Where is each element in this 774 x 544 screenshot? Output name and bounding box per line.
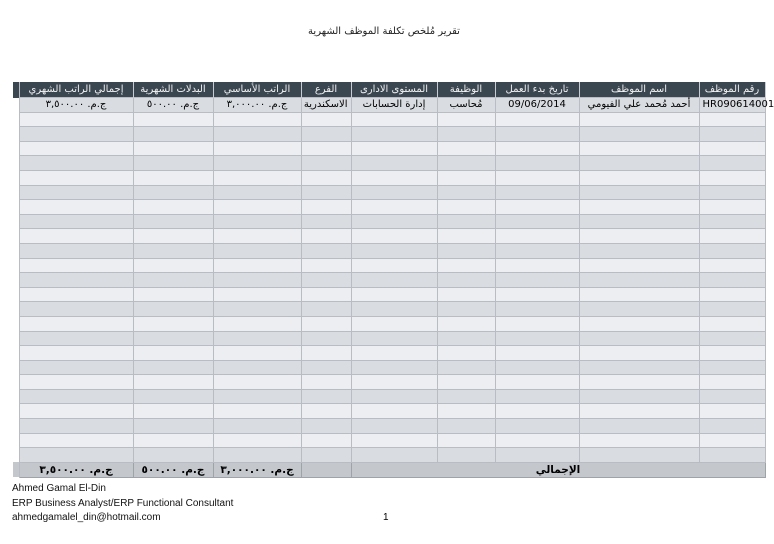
empty-cell (699, 112, 765, 127)
empty-cell (133, 360, 213, 375)
empty-cell (19, 243, 133, 258)
empty-cell (133, 156, 213, 171)
empty-cell (301, 331, 351, 346)
totals-label: الإجمالي (351, 462, 765, 477)
empty-cell (213, 389, 301, 404)
empty-cell (699, 419, 765, 434)
empty-cell (579, 302, 699, 317)
empty-cell (437, 200, 495, 215)
empty-table-row (13, 433, 765, 448)
empty-cell (351, 141, 437, 156)
page-number: 1 (383, 512, 389, 523)
empty-table-row (13, 127, 765, 142)
empty-cell (133, 419, 213, 434)
empty-cell (133, 287, 213, 302)
empty-cell (495, 273, 579, 288)
header-employee-name: اسم الموظف (579, 82, 699, 98)
header-allowances: البدلات الشهرية (133, 82, 213, 98)
header-branch: الفرع (301, 82, 351, 98)
empty-cell (351, 331, 437, 346)
empty-cell (213, 433, 301, 448)
empty-cell (351, 389, 437, 404)
footer-author: Ahmed Gamal El-Din (12, 483, 106, 494)
empty-cell (301, 214, 351, 229)
empty-cell (351, 112, 437, 127)
empty-cell (579, 200, 699, 215)
empty-cell (301, 258, 351, 273)
empty-cell (437, 127, 495, 142)
empty-cell (437, 433, 495, 448)
empty-cell (301, 185, 351, 200)
empty-cell (579, 389, 699, 404)
empty-cell (19, 419, 133, 434)
empty-cell (495, 433, 579, 448)
empty-cell (301, 419, 351, 434)
empty-table-row (13, 258, 765, 273)
empty-cell (301, 229, 351, 244)
empty-cell (19, 302, 133, 317)
empty-cell (579, 214, 699, 229)
empty-cell (579, 360, 699, 375)
empty-cell (133, 346, 213, 361)
empty-cell (351, 156, 437, 171)
empty-cell (351, 360, 437, 375)
empty-cell (19, 375, 133, 390)
empty-cell (19, 170, 133, 185)
empty-cell (19, 156, 133, 171)
empty-cell (579, 185, 699, 200)
cost-summary-table-container (13, 82, 774, 478)
empty-cell (437, 214, 495, 229)
empty-cell (213, 287, 301, 302)
empty-cell (579, 433, 699, 448)
empty-cell (495, 375, 579, 390)
empty-cell (579, 419, 699, 434)
empty-table-row (13, 200, 765, 215)
empty-cell (19, 127, 133, 142)
empty-cell (213, 141, 301, 156)
empty-cell (301, 346, 351, 361)
empty-cell (301, 433, 351, 448)
cell-job: مُحاسب (437, 98, 495, 113)
empty-cell (495, 302, 579, 317)
empty-cell (495, 448, 579, 463)
header-level: المستوى الادارى (351, 82, 437, 98)
empty-cell (495, 389, 579, 404)
empty-cell (301, 243, 351, 258)
empty-cell (213, 273, 301, 288)
empty-cell (213, 331, 301, 346)
total-salary-sum: ج.م. ٣,٥٠٠.٠٠ (19, 462, 133, 477)
empty-cell (133, 185, 213, 200)
empty-cell (19, 287, 133, 302)
empty-cell (437, 156, 495, 171)
empty-cell (437, 273, 495, 288)
empty-cell (579, 331, 699, 346)
empty-cell (579, 243, 699, 258)
empty-table-row (13, 156, 765, 171)
empty-cell (133, 112, 213, 127)
empty-cell (579, 316, 699, 331)
empty-cell (133, 404, 213, 419)
empty-cell (133, 331, 213, 346)
empty-table-row (13, 287, 765, 302)
empty-cell (579, 346, 699, 361)
empty-table-row (13, 419, 765, 434)
header-basic-salary: الراتب الأساسي (213, 82, 301, 98)
empty-table-row (13, 112, 765, 127)
empty-cell (213, 170, 301, 185)
empty-cell (495, 360, 579, 375)
empty-cell (133, 316, 213, 331)
empty-cell (351, 375, 437, 390)
empty-cell (213, 185, 301, 200)
empty-cell (133, 229, 213, 244)
cell-start-date: 09/06/2014 (495, 98, 579, 113)
empty-table-row (13, 185, 765, 200)
empty-cell (699, 258, 765, 273)
total-allowances-sum: ج.م. ٥٠٠.٠٠ (133, 462, 213, 477)
empty-cell (213, 346, 301, 361)
empty-cell (699, 214, 765, 229)
empty-cell (437, 346, 495, 361)
empty-cell (19, 448, 133, 463)
empty-table-row (13, 404, 765, 419)
empty-cell (437, 287, 495, 302)
empty-cell (437, 331, 495, 346)
empty-cell (579, 170, 699, 185)
empty-cell (133, 389, 213, 404)
empty-table-row (13, 273, 765, 288)
empty-cell (579, 375, 699, 390)
empty-cell (437, 389, 495, 404)
empty-cell (213, 316, 301, 331)
footer-email: ahmedgamalel_din@hotmail.com (12, 512, 161, 523)
empty-cell (699, 433, 765, 448)
empty-cell (133, 448, 213, 463)
empty-cell (437, 243, 495, 258)
empty-cell (301, 141, 351, 156)
totals-empty-branch (301, 462, 351, 477)
cell-employee-name: أحمد مُحمد علي الفيومي (579, 98, 699, 113)
empty-cell (133, 200, 213, 215)
empty-cell (579, 287, 699, 302)
empty-cell (213, 360, 301, 375)
empty-cell (213, 214, 301, 229)
empty-cell (437, 258, 495, 273)
empty-cell (495, 112, 579, 127)
empty-cell (213, 375, 301, 390)
empty-cell (133, 433, 213, 448)
empty-cell (495, 243, 579, 258)
empty-cell (437, 185, 495, 200)
empty-cell (437, 302, 495, 317)
empty-cell (351, 273, 437, 288)
empty-table-row (13, 141, 765, 156)
footer-role: ERP Business Analyst/ERP Functional Consultant (12, 498, 234, 509)
empty-cell (19, 360, 133, 375)
empty-cell (495, 331, 579, 346)
empty-table-row (13, 214, 765, 229)
empty-cell (437, 419, 495, 434)
header-total-salary: إجمالي الراتب الشهري (19, 82, 133, 98)
empty-table-row (13, 448, 765, 463)
cell-employee-id: HR090614001 (699, 98, 765, 113)
total-basic-salary-sum: ج.م. ٣,٠٠٠.٠٠ (213, 462, 301, 477)
empty-cell (699, 375, 765, 390)
empty-cell (437, 375, 495, 390)
empty-cell (301, 170, 351, 185)
empty-cell (699, 229, 765, 244)
empty-cell (495, 258, 579, 273)
empty-cell (19, 331, 133, 346)
empty-cell (699, 404, 765, 419)
empty-cell (579, 229, 699, 244)
empty-cell (19, 258, 133, 273)
empty-cell (699, 185, 765, 200)
cell-level: إدارة الحسابات (351, 98, 437, 113)
empty-cell (495, 127, 579, 142)
empty-cell (699, 389, 765, 404)
empty-cell (495, 229, 579, 244)
empty-cell (351, 448, 437, 463)
empty-cell (351, 302, 437, 317)
empty-cell (579, 273, 699, 288)
empty-cell (437, 170, 495, 185)
empty-cell (213, 419, 301, 434)
empty-cell (133, 273, 213, 288)
empty-cell (351, 185, 437, 200)
empty-cell (437, 404, 495, 419)
empty-table-row (13, 229, 765, 244)
empty-cell (351, 214, 437, 229)
empty-cell (495, 170, 579, 185)
empty-cell (213, 229, 301, 244)
empty-cell (213, 112, 301, 127)
empty-cell (699, 200, 765, 215)
empty-cell (301, 375, 351, 390)
empty-cell (437, 141, 495, 156)
empty-cell (579, 404, 699, 419)
header-employee-id: رقم الموظف (699, 82, 765, 98)
empty-cell (301, 200, 351, 215)
empty-cell (213, 448, 301, 463)
empty-cell (351, 433, 437, 448)
empty-cell (301, 127, 351, 142)
empty-cell (699, 360, 765, 375)
empty-cell (699, 141, 765, 156)
empty-cell (351, 346, 437, 361)
empty-cell (437, 316, 495, 331)
empty-cell (301, 156, 351, 171)
cost-summary-table (13, 82, 774, 478)
empty-cell (133, 302, 213, 317)
empty-cell (579, 112, 699, 127)
empty-cell (19, 273, 133, 288)
empty-cell (301, 448, 351, 463)
empty-table-row (13, 302, 765, 317)
empty-table-row (13, 389, 765, 404)
empty-cell (699, 448, 765, 463)
empty-cell (351, 170, 437, 185)
empty-cell (301, 316, 351, 331)
empty-cell (19, 141, 133, 156)
cell-total-salary: ج.م. ٣,٥٠٠.٠٠ (19, 98, 133, 113)
header-job: الوظيفة (437, 82, 495, 98)
empty-table-row (13, 316, 765, 331)
empty-cell (19, 112, 133, 127)
empty-cell (351, 127, 437, 142)
empty-cell (495, 316, 579, 331)
empty-cell (699, 302, 765, 317)
empty-cell (351, 200, 437, 215)
cell-basic-salary: ج.م. ٣,٠٠٠.٠٠ (213, 98, 301, 113)
empty-cell (301, 273, 351, 288)
empty-cell (437, 448, 495, 463)
empty-cell (133, 243, 213, 258)
header-start-date: تاريخ بدء العمل (495, 82, 579, 98)
empty-cell (301, 360, 351, 375)
empty-table-row (13, 346, 765, 361)
empty-cell (133, 258, 213, 273)
empty-cell (579, 127, 699, 142)
empty-cell (301, 389, 351, 404)
empty-cell (495, 185, 579, 200)
empty-cell (213, 258, 301, 273)
empty-cell (133, 141, 213, 156)
empty-cell (699, 331, 765, 346)
empty-cell (133, 170, 213, 185)
empty-cell (19, 433, 133, 448)
empty-cell (495, 156, 579, 171)
empty-cell (351, 419, 437, 434)
empty-cell (579, 156, 699, 171)
empty-cell (699, 287, 765, 302)
cell-branch: الاسكندرية (301, 98, 351, 113)
empty-table-row (13, 360, 765, 375)
empty-cell (133, 375, 213, 390)
empty-cell (579, 141, 699, 156)
empty-cell (699, 243, 765, 258)
empty-cell (133, 214, 213, 229)
table-body (13, 98, 774, 463)
empty-cell (19, 185, 133, 200)
empty-cell (579, 448, 699, 463)
empty-cell (351, 287, 437, 302)
empty-cell (213, 127, 301, 142)
empty-cell (213, 243, 301, 258)
empty-cell (301, 112, 351, 127)
empty-cell (19, 214, 133, 229)
empty-cell (213, 302, 301, 317)
empty-cell (699, 170, 765, 185)
empty-cell (495, 287, 579, 302)
empty-cell (19, 346, 133, 361)
empty-cell (699, 156, 765, 171)
empty-cell (351, 229, 437, 244)
empty-cell (301, 302, 351, 317)
empty-cell (351, 316, 437, 331)
empty-cell (699, 346, 765, 361)
empty-cell (699, 273, 765, 288)
empty-cell (495, 346, 579, 361)
empty-cell (699, 316, 765, 331)
empty-cell (437, 360, 495, 375)
empty-cell (133, 127, 213, 142)
empty-cell (301, 404, 351, 419)
empty-cell (213, 404, 301, 419)
cell-allowances: ج.م. ٥٠٠.٠٠ (133, 98, 213, 113)
empty-cell (351, 243, 437, 258)
empty-cell (495, 200, 579, 215)
report-title: تقرير مُلخص تكلفة الموظف الشهرية (308, 26, 460, 37)
empty-table-row (13, 170, 765, 185)
empty-cell (19, 229, 133, 244)
header-row (13, 82, 765, 98)
empty-cell (301, 287, 351, 302)
empty-cell (213, 200, 301, 215)
empty-cell (437, 229, 495, 244)
empty-cell (19, 404, 133, 419)
empty-cell (579, 258, 699, 273)
empty-cell (699, 127, 765, 142)
empty-cell (19, 316, 133, 331)
empty-cell (213, 156, 301, 171)
empty-table-row (13, 243, 765, 258)
table-row (13, 98, 765, 113)
empty-cell (351, 258, 437, 273)
totals-row (13, 462, 765, 477)
empty-cell (495, 404, 579, 419)
empty-cell (495, 214, 579, 229)
empty-cell (495, 419, 579, 434)
empty-cell (19, 200, 133, 215)
empty-cell (19, 389, 133, 404)
empty-table-row (13, 375, 765, 390)
empty-cell (495, 141, 579, 156)
empty-cell (437, 112, 495, 127)
empty-cell (351, 404, 437, 419)
empty-table-row (13, 331, 765, 346)
